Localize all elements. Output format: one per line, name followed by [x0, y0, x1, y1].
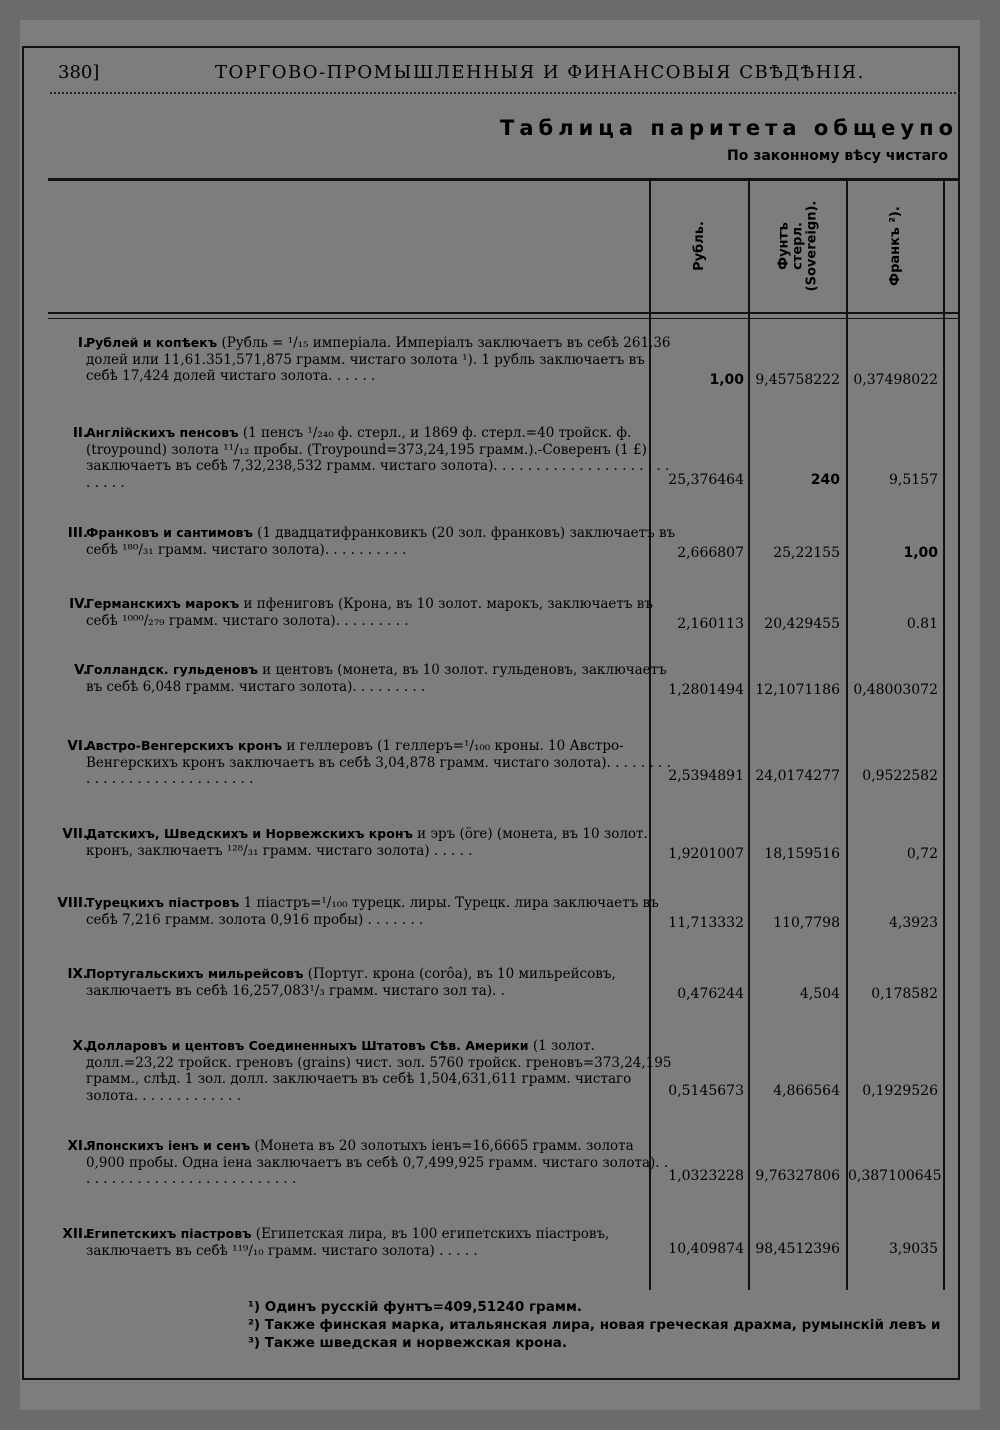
value-pound: 110,7798: [773, 915, 840, 931]
footnote: ¹) Одинъ русскій фунтъ=409,51240 грамм.: [248, 1299, 583, 1315]
row-text: и геллеровъ (1 геллеръ=¹/₁₀₀ кроны. 10 Австро-Венгерскихъ кронъ заключаетъ въ себѣ 3,04,878 грамм. чистаго золота). . . . . . . . . . . . . . . . . . . . . . . . . . . .: [86, 738, 671, 787]
row-heading: Турецкихъ піастровъ: [86, 895, 240, 910]
table-subtitle: По законному вѣсу чистаго: [727, 148, 948, 164]
value-pound: 240: [810, 472, 840, 488]
column-header-ruble: Рубль.: [691, 221, 707, 271]
value-franc: 0,9522582: [862, 768, 938, 784]
column-divider: [748, 180, 750, 1290]
value-pound: 4,866564: [773, 1083, 840, 1099]
value-ruble: 1,2801494: [668, 682, 744, 698]
row-text: (Португ. крона (corôa), въ 10 мильрейсовъ, заключаетъ въ себѣ 16,257,083¹/₃ грамм. чистаго зол та). .: [86, 966, 616, 999]
row-numeral: X.: [72, 1038, 88, 1054]
row-description: [86, 425, 676, 491]
header-bottom-rule: [48, 312, 960, 314]
header-bottom-rule-thin: [48, 318, 960, 319]
value-ruble: 10,409874: [668, 1241, 744, 1257]
row-text: (Египетская лира, въ 100 египетскихъ піастровъ, заключаетъ въ себѣ ¹¹⁹/₁₀ грамм. чистаго золота) . . . . .: [86, 1226, 610, 1259]
value-pound: 9,76327806: [755, 1168, 840, 1184]
row-numeral: XII.: [62, 1226, 88, 1242]
row-description: [86, 335, 676, 385]
row-numeral: VI.: [67, 738, 88, 754]
value-franc: 9,5157: [889, 472, 938, 488]
row-description: [86, 1038, 676, 1104]
row-heading: Египетскихъ піастровъ: [86, 1226, 252, 1241]
table-top-rule: [48, 178, 960, 181]
frame-bottom-rule: [22, 1378, 960, 1380]
row-numeral: XI.: [67, 1138, 88, 1154]
value-ruble: 1,0323228: [668, 1168, 744, 1184]
value-franc: 0,387100645: [848, 1168, 942, 1184]
row-numeral: V.: [74, 662, 88, 678]
row-description: [86, 596, 676, 629]
row-text: и центовъ (монета, въ 10 золот. гульденовъ, заключаетъ въ себѣ 6,048 грамм. чистаго золота). . . . . . . . .: [86, 662, 667, 695]
value-franc: 0,1929526: [862, 1083, 938, 1099]
row-text: и пфениговъ (Крона, въ 10 золот. марокъ, заключаетъ въ себѣ ¹⁰⁰⁰/₂₇₉ грамм. чистаго золота). . . . . . . . .: [86, 596, 653, 629]
row-description: [86, 826, 676, 859]
row-text: (1 двадцатифранковикъ (20 зол. франковъ) заключаетъ въ себѣ ¹⁸⁰/₃₁ грамм. чистаго золота). . . . . . . . . .: [86, 525, 676, 558]
running-title: ТОРГОВО-ПРОМЫШЛЕННЫЯ И ФИНАНСОВЫЯ СВѢДѢНІЯ.: [215, 62, 865, 83]
value-ruble: 0,476244: [677, 986, 744, 1002]
column-divider: [943, 180, 945, 1290]
table-title: Таблица паритета общеупо: [500, 116, 958, 140]
value-pound: 20,429455: [764, 616, 840, 632]
frame-left-rule: [22, 46, 24, 1380]
value-ruble: 11,713332: [668, 915, 744, 931]
value-ruble: 0,5145673: [668, 1083, 744, 1099]
column-divider: [846, 180, 848, 1290]
row-text: (1 золот. долл.=23,22 тройск. греновъ (grains) чист. зол. 5760 тройск. греновъ=373,24,195 грамм., слѣд. 1 зол. долл. заключаетъ въ себѣ 1,504,631,611 грамм. чистаго золота. . . . . . . . . . . . .: [86, 1038, 672, 1104]
row-numeral: II.: [72, 425, 88, 441]
value-franc: 0,37498022: [853, 372, 938, 388]
column-header-pound: Фунтъ стерл. (Sovereign).: [776, 200, 820, 292]
header-divider: [50, 92, 960, 100]
frame-top-rule: [22, 46, 960, 48]
row-numeral: III.: [67, 525, 88, 541]
row-heading: Англійскихъ пенсовъ: [86, 425, 239, 440]
value-pound: 18,159516: [764, 846, 840, 862]
row-description: [86, 1138, 676, 1188]
value-pound: 25,22155: [773, 545, 840, 561]
row-numeral: IV.: [69, 596, 88, 612]
row-description: [86, 895, 676, 928]
value-ruble: 2,5394891: [668, 768, 744, 784]
row-heading: Германскихъ марокъ: [86, 596, 240, 611]
value-ruble: 1,00: [709, 372, 744, 388]
row-text: (Рубль = ¹/₁₅ имперіала. Имперіалъ заключаетъ въ себѣ 261,36 долей или 11,61.351,571,875 грамм. чистаго золота ¹). 1 рубль заключаетъ въ себѣ 17,424 долей чистаго золота. . . . . .: [86, 335, 671, 384]
row-heading: Австро-Венгерскихъ кронъ: [86, 738, 283, 753]
row-description: [86, 662, 676, 695]
row-heading: Японскихъ іенъ и сенъ: [86, 1138, 251, 1153]
value-franc: 1,00: [903, 545, 938, 561]
page-number: 380]: [58, 62, 100, 83]
row-heading: Датскихъ, Шведскихъ и Норвежскихъ кронъ: [86, 826, 413, 841]
value-pound: 24,0174277: [755, 768, 840, 784]
value-franc: 4,3923: [889, 915, 938, 931]
value-franc: 0,178582: [871, 986, 938, 1002]
row-description: [86, 1226, 676, 1259]
row-text: 1 піастръ=¹/₁₀₀ турецк. лиры. Турецк. лира заключаетъ въ себѣ 7,216 грамм. золота 0,916 пробы) . . . . . . .: [86, 895, 659, 928]
value-ruble: 2,666807: [677, 545, 744, 561]
row-heading: Голландск. гульденовъ: [86, 662, 258, 677]
value-ruble: 2,160113: [677, 616, 744, 632]
row-description: [86, 738, 676, 788]
row-description: [86, 525, 676, 558]
value-pound: 12,1071186: [755, 682, 840, 698]
value-pound: 98,4512396: [755, 1241, 840, 1257]
row-heading: Долларовъ и центовъ Соединенныхъ Штатовъ Сѣв. Америки: [86, 1038, 529, 1053]
row-numeral: VII.: [62, 826, 88, 842]
column-header-franc: Франкъ ²).: [888, 206, 903, 286]
value-franc: 0.81: [906, 616, 938, 632]
row-numeral: I.: [77, 335, 88, 351]
row-numeral: VIII.: [57, 895, 88, 911]
row-heading: Франковъ и сантимовъ: [86, 525, 253, 540]
value-franc: 3,9035: [889, 1241, 938, 1257]
value-ruble: 1,9201007: [668, 846, 744, 862]
value-pound: 9,45758222: [755, 372, 840, 388]
row-heading: Португальскихъ мильрейсовъ: [86, 966, 304, 981]
frame-right-rule: [958, 46, 960, 1380]
footnote: ³) Также шведская и норвежская крона.: [248, 1335, 568, 1351]
row-description: [86, 966, 676, 999]
footnote: ²) Также финская марка, итальянская лира, новая греческая драхма, румынскій левъ и: [248, 1317, 941, 1333]
row-heading: Рублей и копѣекъ: [86, 335, 218, 350]
value-franc: 0,48003072: [853, 682, 938, 698]
value-franc: 0,72: [906, 846, 938, 862]
row-text: (1 пенсъ ¹/₂₄₀ ф. стерл., и 1869 ф. стерл.=40 тройск. ф. (troypound) золота ¹¹/₁₂ пробы. (Troypound=373,24,195 грамм.).-Соверенъ (1 £) заключаетъ въ себѣ 7,32,238,532 грамм. чистаго золота). . . . . . . . . . . . . . . . . . . . . . . . . .: [86, 425, 670, 491]
value-ruble: 25,376464: [668, 472, 744, 488]
row-text: (Монета въ 20 золотыхъ іенъ=16,6665 грамм. золота 0,900 пробы. Одна іена заключаетъ въ себѣ 0,7,499,925 грамм. чистаго золота). . . . . . . . . . . . . . . . . . . . . . . . . . .: [86, 1138, 669, 1187]
value-pound: 4,504: [799, 986, 840, 1002]
row-text: и эръ (öre) (монета, въ 10 золот. кронъ, заключаетъ ¹²⁸/₃₁ грамм. чистаго золота) . . . . .: [86, 826, 648, 859]
row-numeral: IX.: [67, 966, 88, 982]
